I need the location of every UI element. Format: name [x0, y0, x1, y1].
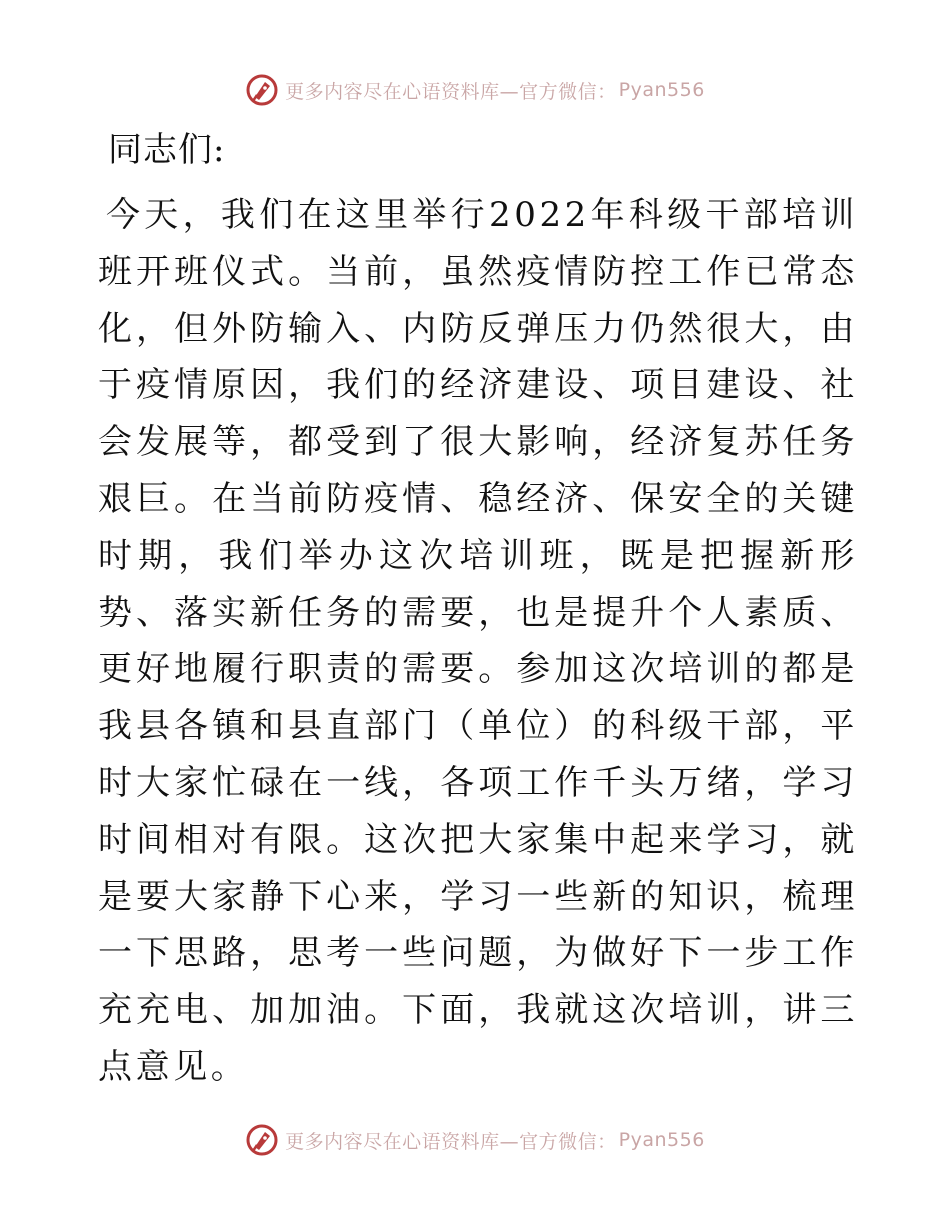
- pen-nib-logo-icon: [245, 73, 279, 107]
- watermark-wechat-id: Pyan556: [618, 79, 705, 101]
- watermark-text: 更多内容尽在心语资料库—官方微信：: [285, 1130, 617, 1153]
- document-body: [98, 125, 858, 1096]
- salutation: 同志们:: [108, 130, 226, 170]
- watermark-wechat-id: Pyan556: [618, 1129, 705, 1151]
- header-watermark: [0, 70, 950, 110]
- body-paragraph: 今天，我们在这里举行2022年科级干部培训班开班仪式。当前，虽然疫情防控工作已常态化，但外防输入、内防反弹压力仍然很大，由于疫情原因，我们的经济建设、项目建设、社会发展等，都受到了很大影响，经济复苏任务艰巨。在当前防疫情、稳经济、保安全的关键时期，我们举办这次培训班，既是把握新形势、落实新任务的需要，也是提升个人素质、更好地履行职责的需要。参加这次培训的都是我县各镇和县直部门（单位）的科级干部，平时大家忙碌在一线，各项工作千头万绪，学习时间相对有限。这次把大家集中起来学习，就是要大家静下心来，学习一些新的知识，梳理一下思路，思考一些问题，为做好下一步工作充充电、加加油。下面，我就这次培训，讲三点意见。: [98, 195, 858, 1087]
- footer-watermark: [0, 1120, 950, 1160]
- watermark-text: 更多内容尽在心语资料库—官方微信：: [285, 80, 617, 103]
- pen-nib-logo-icon: [245, 1123, 279, 1157]
